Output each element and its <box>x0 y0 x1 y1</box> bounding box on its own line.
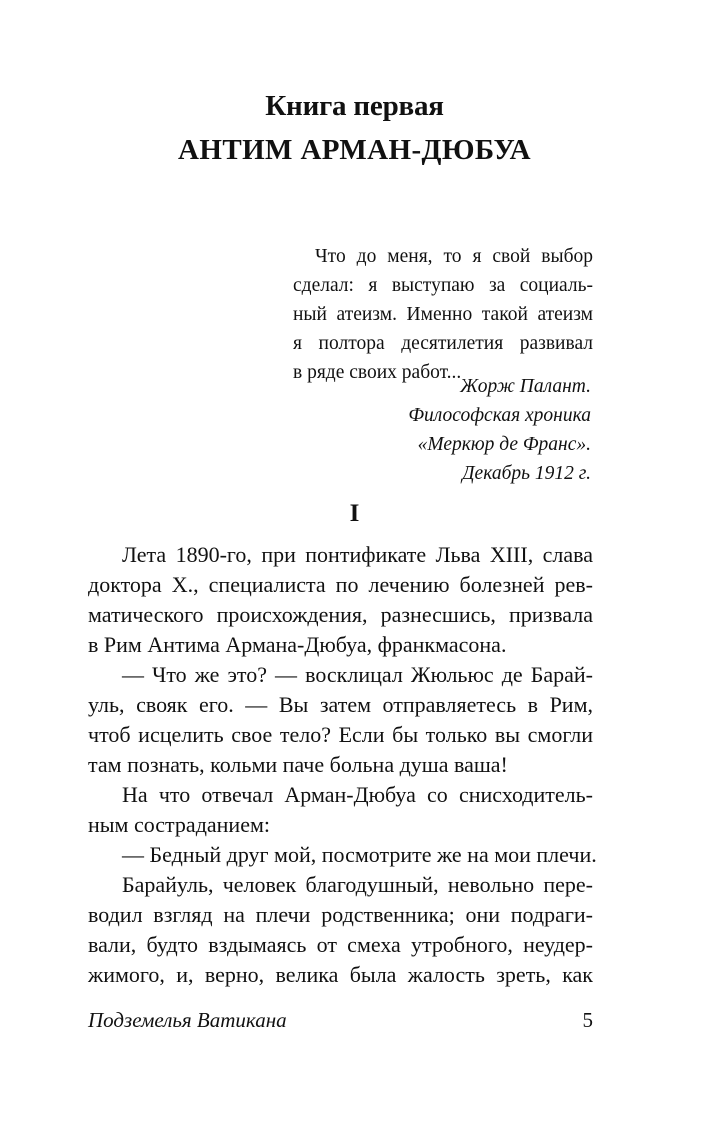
running-title: Подземелья Ватикана <box>88 1008 287 1032</box>
text-line: жимого, и, верно, велика была жалость зреть, как <box>88 962 593 987</box>
page-number: 5 <box>582 1008 593 1032</box>
epigraph-line: в ряде своих работ... <box>293 362 462 383</box>
part-title: АНТИМ АРМАН-ДЮБУА <box>178 134 531 166</box>
text-line: доктора Х., специалиста по лечению болезней рев- <box>88 572 593 597</box>
chapter-text <box>88 540 597 990</box>
epigraph-line: ный атеизм. Именно такой атеизм <box>293 304 593 325</box>
epigraph-attribution <box>293 372 591 488</box>
text-line: вали, будто вздымаясь от смеха утробного, неудер- <box>88 932 593 957</box>
text-line: — Бедный друг мой, посмотрите же на мои плечи. <box>122 842 597 867</box>
attribution-line: Жорж Палант. <box>460 376 591 397</box>
text-line: На что отвечал Арман-Дюбуа со снисходитель- <box>122 782 593 807</box>
epigraph-line: я полтора десятилетия развивал <box>293 333 593 354</box>
text-line: уль, свояк его. — Вы затем отправляетесь в Рим, <box>88 692 593 717</box>
epigraph-line: сделал: я выступаю за социаль- <box>293 275 593 296</box>
text-line: — Что же это? — восклицал Жюльюс де Барай- <box>122 662 593 687</box>
text-line: в Рим Антима Армана-Дюбуа, франкмасона. <box>88 632 507 657</box>
text-line: Барайуль, человек благодушный, невольно пере- <box>122 872 593 897</box>
text-line: там познать, кольми паче больна душа ваша! <box>88 752 508 777</box>
book-title: Книга первая <box>265 90 444 122</box>
attribution-line: «Меркюр де Франс». <box>417 434 591 455</box>
attribution-line: Философская хроника <box>408 405 591 426</box>
attribution-line: Декабрь 1912 г. <box>462 463 591 484</box>
text-line: чтоб исцелить свое тело? Если бы только вы смогли <box>88 722 593 747</box>
text-line: матического происхождения, разнесшись, призвала <box>88 602 593 627</box>
text-line: Лета 1890-го, при понтификате Льва XIII, слава <box>122 542 593 567</box>
chapter-number: I <box>349 500 360 527</box>
text-line: водил взгляд на плечи родственника; они подраги- <box>88 902 593 927</box>
epigraph <box>293 242 593 387</box>
epigraph-line: Что до меня, то я свой выбор <box>315 246 593 267</box>
text-line: ным состраданием: <box>88 812 271 837</box>
